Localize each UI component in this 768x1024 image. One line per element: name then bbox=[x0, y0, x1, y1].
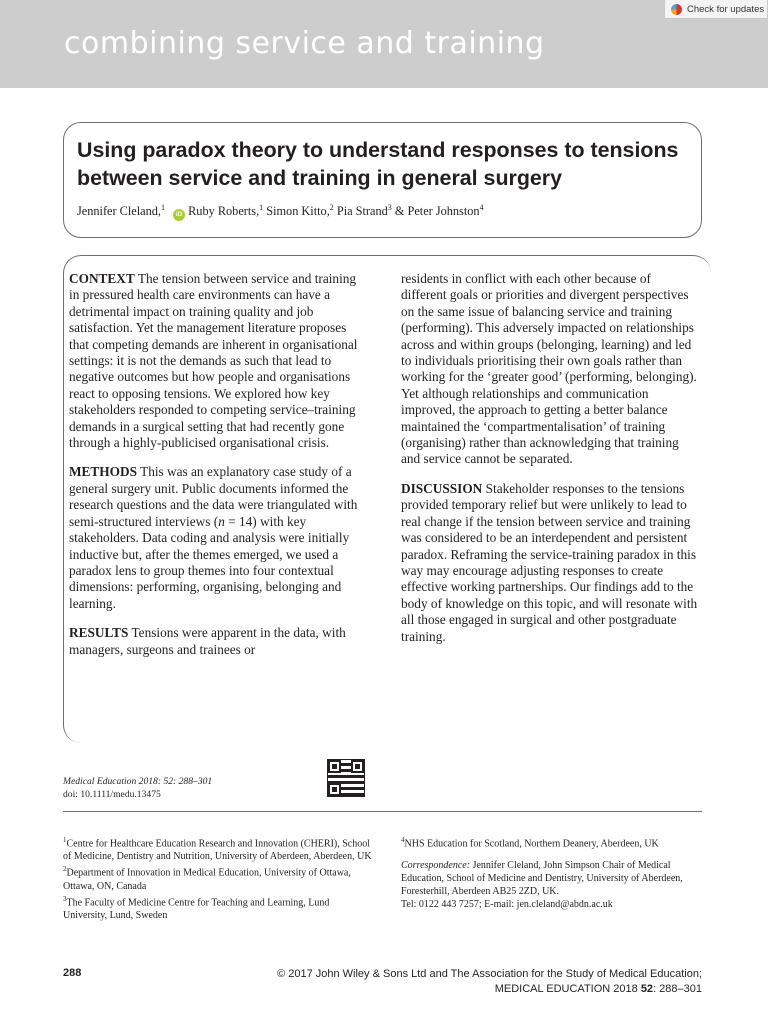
discussion-heading: DISCUSSION bbox=[401, 480, 483, 496]
author-list bbox=[77, 203, 697, 221]
correspondence bbox=[401, 859, 706, 911]
abstract-column-left bbox=[69, 271, 369, 671]
banner-title: combining service and training bbox=[64, 26, 545, 61]
author-name: Ruby Roberts, bbox=[188, 204, 260, 219]
journal-footer-volume: 52 bbox=[640, 983, 654, 995]
methods-text-continued: = 14) with key stakeholders. Data coding and analysis were initially inductive but, after the themes emerged, we used a paradox lens to group themes into four contextual dimensions: performing, organising, belonging and learning. bbox=[69, 513, 350, 611]
author-affiliation-mark: 1 bbox=[161, 203, 166, 212]
affiliation-item bbox=[63, 834, 373, 863]
contact-details[interactable]: Tel: 0122 443 7257; E-mail: jen.cleland@abdn.ac.uk bbox=[401, 899, 613, 911]
author-affiliation-mark: 1 bbox=[259, 203, 264, 212]
journal-footer-name: MEDICAL EDUCATION 2018 bbox=[494, 983, 641, 995]
article-title: Using paradox theory to understand responses to tensions between service and training in general surgery bbox=[77, 138, 679, 190]
affiliation-number: 1 bbox=[63, 836, 67, 844]
affiliation-text: Department of Innovation in Medical Education, University of Ottawa, Ottawa, ON, Canada bbox=[63, 867, 351, 892]
results-paragraph bbox=[69, 625, 369, 658]
results-heading: RESULTS bbox=[69, 625, 129, 641]
author-name: & Peter Johnston bbox=[394, 204, 480, 219]
affiliations-left bbox=[63, 834, 373, 922]
author-affiliation-mark: 2 bbox=[329, 203, 334, 212]
methods-text: This was an explanatory case study of a general surgery unit. Public documents informed the research questions and the data were triangulated with semi-structured interviews ( bbox=[69, 464, 358, 529]
page-number: 288 bbox=[63, 967, 82, 979]
author-affiliation-mark: 4 bbox=[479, 203, 484, 212]
header-banner bbox=[0, 0, 768, 88]
affiliation-item bbox=[401, 834, 706, 850]
affiliation-number: 4 bbox=[401, 836, 405, 844]
check-for-updates-button[interactable] bbox=[664, 0, 768, 19]
methods-n-symbol: n bbox=[218, 513, 225, 529]
context-heading: CONTEXT bbox=[69, 271, 135, 286]
crossmark-icon bbox=[671, 4, 682, 15]
citation-block bbox=[63, 775, 212, 801]
affiliation-text: Centre for Healthcare Education Research and Innovation (CHERI), School of Medicine, Dentistry and Nutrition, University of Aberdeen, Aberdeen, UK bbox=[63, 838, 372, 863]
affiliation-item bbox=[63, 893, 373, 922]
author-name: Simon Kitto, bbox=[266, 204, 330, 219]
abstract-column-right bbox=[401, 271, 699, 658]
affiliation-number: 3 bbox=[63, 894, 67, 903]
qr-code-icon bbox=[328, 760, 364, 796]
author-name: Jennifer Cleland, bbox=[77, 204, 162, 219]
results-paragraph-continued: residents in conflict with each other because of different goals or priorities and divergent perspectives on the same issue of balancing service and training (performing). This adversely impacted on relationships across and within groups (belonging, learning) and led to individuals prioritising their own goals rather than working for the ‘greater good’ (performing, belonging). Yet although relationships and communication improved, the approach to getting a better balance maintained the ‘compartmentalisation’ of training (organising) rather than acknowledging that training and service cannot be separated. bbox=[401, 271, 697, 467]
journal-footer bbox=[277, 982, 702, 997]
orcid-icon[interactable]: iD bbox=[173, 209, 185, 221]
section-divider bbox=[63, 811, 702, 812]
affiliation-item bbox=[63, 863, 373, 892]
author-name: Pia Strand bbox=[336, 204, 388, 219]
journal-footer-pages: : 288–301 bbox=[653, 983, 702, 995]
discussion-paragraph bbox=[401, 481, 699, 645]
copyright-footer bbox=[277, 967, 702, 997]
methods-heading: METHODS bbox=[69, 464, 137, 480]
affiliation-text: The Faculty of Medicine Centre for Teaching and Learning, Lund University, Lund, Sweden bbox=[63, 896, 330, 921]
doi-link[interactable]: doi: 10.1111/medu.13475 bbox=[63, 789, 161, 800]
discussion-text: Stakeholder responses to the tensions provided temporary relief but were unlikely to lead to real change if the tension between service and training was considered to be an interdependent and persistent paradox. Reframing the service-training paradox in this way may encourage adjusting responses to create effective working partnerships. Our findings add to the body of knowledge on this topic, and will resonate with all those engaged in surgical and other postgraduate training. bbox=[401, 480, 698, 644]
journal-citation: Medical Education 2018: 52: 288–301 bbox=[63, 776, 213, 787]
context-text: The tension between service and training in pressured health care environments can have a detrimental impact on training quality and job satisfaction. Yet the management literature proposes that competing demands are inherent in organisational settings: it is not the demands as such that lead to negative outcomes but how people and organisations react to opposing tensions. We explored how key stakeholders responded to competing service–training demands in a surgical setting that had recently gone through a highly-publicised organisational crisis. bbox=[69, 271, 358, 451]
methods-paragraph bbox=[69, 464, 369, 612]
affiliation-number: 2 bbox=[63, 865, 67, 874]
copyright-text: © 2017 John Wiley & Sons Ltd and The Association for the Study of Medical Education; bbox=[277, 968, 702, 980]
context-paragraph bbox=[69, 271, 369, 451]
affiliation-text: NHS Education for Scotland, Northern Deanery, Aberdeen, UK bbox=[404, 838, 659, 850]
correspondence-text: Jennifer Cleland, John Simpson Chair of Medical Education, School of Medicine and Dentistry, University of Aberdeen, Foresterhill, Aberdeen AB25 2ZD, UK. bbox=[401, 860, 683, 898]
correspondence-label: Correspondence: bbox=[401, 860, 471, 872]
check-for-updates-label: Check for updates bbox=[687, 3, 765, 15]
results-text: Tensions were apparent in the data, with managers, surgeons and trainees or bbox=[69, 625, 346, 657]
author-affiliation-mark: 3 bbox=[387, 203, 392, 212]
affiliations-right bbox=[401, 834, 706, 920]
